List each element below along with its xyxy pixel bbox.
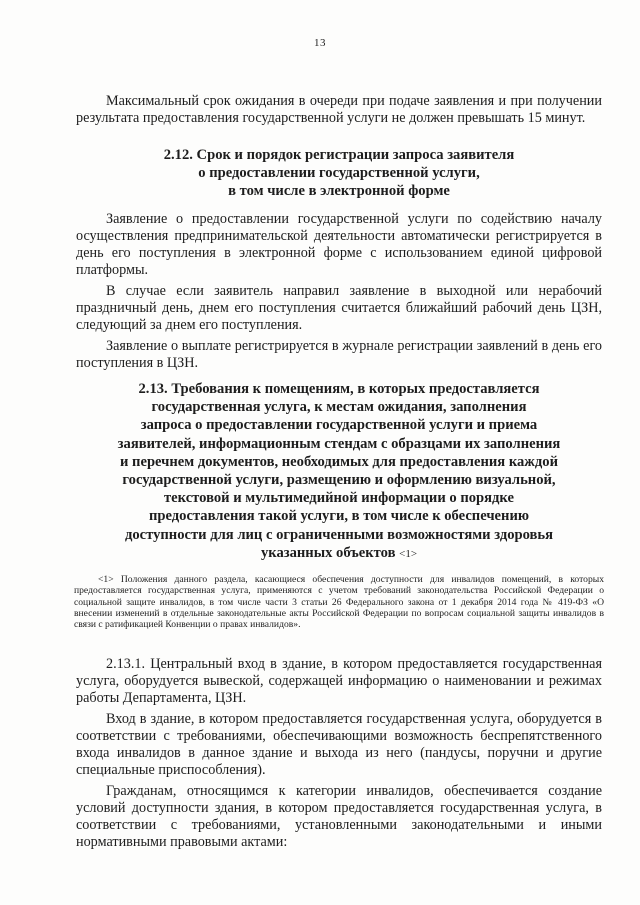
section-2-13-heading-line: доступности для лиц с ограниченными возможностями здоровья bbox=[124, 526, 554, 543]
section-2-12-heading-line: 2.12. Срок и порядок регистрации запроса заявителя bbox=[163, 147, 515, 163]
section-2-13-body-access bbox=[76, 711, 602, 779]
section-2-13-heading-line: предоставления такой услуги, в том числе к обеспечению bbox=[148, 508, 529, 525]
entrance-accessibility-paragraph: Вход в здание, в котором предоставляется государственная услуга, оборудуется в соответствии с требованиями, обеспечивающими возможность беспрепятственного входа инвалидов в данное здание и выхода из него (пандусы, поручни и другие специальные приспособления). bbox=[76, 711, 602, 778]
section-2-12-body-payment bbox=[76, 338, 602, 372]
disabled-conditions-paragraph: Гражданам, относящимся к категории инвалидов, обеспечивается создание условий доступности здания, в котором предоставляется государственная услуга, в соответствии с требованиями, установленными законодательными и иными нормативными правовыми актами: bbox=[76, 783, 602, 850]
page-number: 13 bbox=[314, 37, 326, 49]
section-2-13-heading-line: государственной услуги, размещению и оформлению визуальной, bbox=[122, 472, 556, 489]
section-2-13-heading-line: текстовой и мультимедийной информации о порядке bbox=[164, 490, 514, 507]
section-2-12-heading-line: в том числе в электронной форме bbox=[228, 183, 450, 200]
section-2-13-heading-line: запроса о предоставлении государственной услуги и приема bbox=[140, 417, 538, 434]
section-2-13-body-entrance bbox=[76, 656, 602, 707]
central-entrance-paragraph: 2.13.1. Центральный вход в здание, в котором предоставляется государственная услуга, оборудуется вывеской, содержащей информацию о наименовании и режимах работы Департамента, ЦЗН. bbox=[76, 656, 602, 706]
section-2-13-heading-last-line bbox=[70, 544, 608, 563]
section-2-13-body-disabled bbox=[76, 783, 602, 851]
registration-holiday-paragraph: В случае если заявитель направил заявление в выходной или нерабочий праздничный день, днем его поступления считается ближайший рабочий день ЦЗН, следующий за днем его поступления. bbox=[76, 283, 602, 333]
section-2-13-heading-line: 2.13. Требования к помещениям, в которых предоставляется bbox=[138, 381, 540, 397]
section-2-13-heading-line: и перечнем документов, необходимых для предоставления каждой bbox=[120, 453, 558, 470]
section-2-13-heading-line: государственная услуга, к местам ожидания, заполнения bbox=[151, 399, 527, 416]
queue-time-paragraph: Максимальный срок ожидания в очереди при подаче заявления и при получении результата предоставления государственной услуги не должен превышать 15 минут. bbox=[76, 93, 602, 126]
registration-electronic-paragraph: Заявление о предоставлении государственной услуги по содействию началу осуществления предпринимательской деятельности автоматически регистрируется в день его поступления в электронной форме с использованием единой цифровой платформы. bbox=[76, 211, 602, 278]
section-2-13-heading-line: заявителей, информационным стендам с образцами их заполнения bbox=[117, 435, 561, 452]
queue-time-paragraph-block bbox=[76, 93, 602, 127]
footnote-marker: <1> bbox=[399, 547, 418, 560]
section-2-13-heading bbox=[70, 380, 608, 563]
footnote-block bbox=[74, 574, 604, 630]
section-2-12-heading bbox=[76, 146, 602, 201]
section-2-12-body-holiday bbox=[76, 283, 602, 334]
section-2-12-body bbox=[76, 211, 602, 279]
footnote-text: <1> Положения данного раздела, касающиеся обеспечения доступности для инвалидов помещений, в которых предоставляется государственная услуга, применяются с учетом требований законодательства Российской Федерации о социальной защите инвалидов, в том числе части 3 статьи 26 Федерального закона от 1 декабря 2014 года № 419-ФЗ «О внесении изменений в отдельные законодательные акты Российской Федерации по вопросам социальной защиты инвалидов в связи с ратификацией Конвенции о правах инвалидов». bbox=[74, 574, 604, 631]
section-2-12-heading-line: о предоставлении государственной услуги, bbox=[198, 165, 480, 182]
section-2-13-heading-line: указанных объектов bbox=[260, 544, 396, 561]
registration-payment-paragraph: Заявление о выплате регистрируется в журнале регистрации заявлений в день его поступления в ЦЗН. bbox=[76, 338, 602, 371]
